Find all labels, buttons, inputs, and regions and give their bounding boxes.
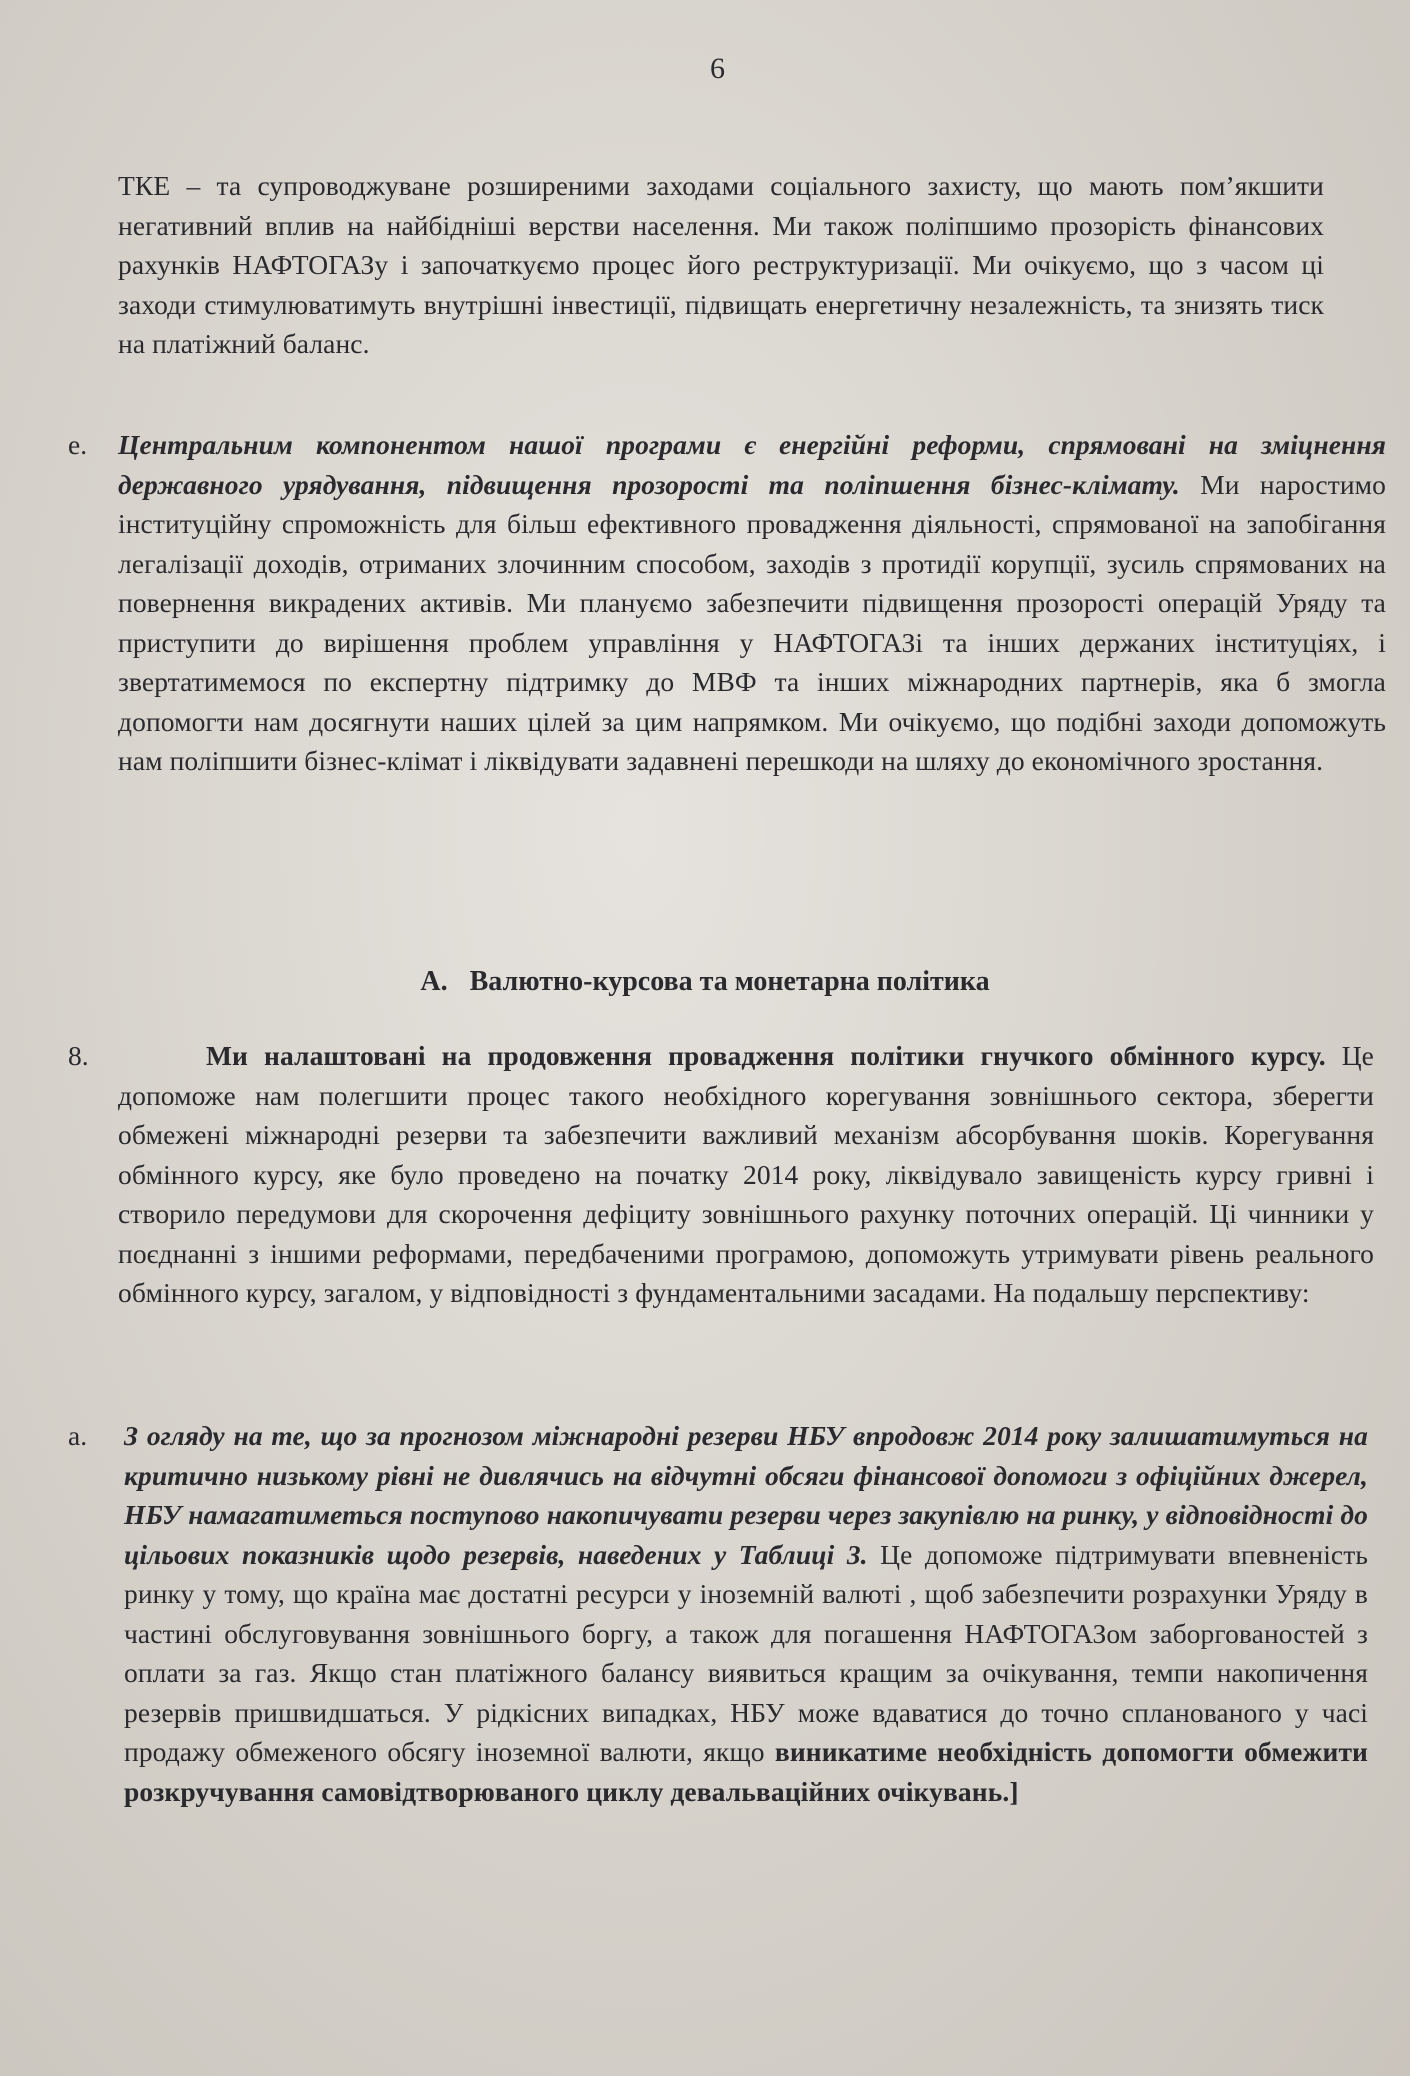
- paragraph-8-text: Це допоможе нам полегшити процес такого необхідного корегування зовнішнього сектора, зберегти обмежені міжнародні резерви та забезпечити важливий механізм абсорбування шоків. Корегування обмінного курсу, яке було проведено на початку 2014 року, ліквідувало завищеність курсу гривні і створило передумови для скорочення дефіциту зовнішнього рахунку поточних операцій. Ці чинники у поєднанні з іншими реформами, передбаченими програмою, допоможуть утримувати рівень реального обмінного курсу, загалом, у відповідності з фундаментальними засадами. На подальшу перспективу:: [118, 1040, 1374, 1308]
- paragraph-a-lead: З огляду на те, що за прогнозом міжнародні резерви НБУ впродовж 2014 року залишатимуться на критично низькому рівні не дивлячись на відчутні обсяги фінансової допомоги з офіційних джерел, НБУ намагатиметься поступово накопичувати резерви через закупівлю на ринку, у відповідності до цільових показників щодо резервів, наведених у Таблиці 3.: [124, 1420, 1368, 1570]
- paragraph-a-marker: а.: [68, 1420, 88, 1451]
- paragraph-e: [118, 425, 1386, 781]
- page-number: 6: [710, 52, 725, 85]
- paragraph-8-marker: 8.: [68, 1040, 89, 1071]
- paragraph-continuation-text: ТКЕ – та супроводжуване розширеними заходами соціального захисту, що мають пом’якшити негативний вплив на найбідніші верстви населення. Ми також поліпшимо прозорість фінансових рахунків НАФТОГАЗу і започаткуємо процес його реструктуризації. Ми очікуємо, що з часом ці заходи стимулюватимуть внутрішні інвестиції, підвищать енергетичну незалежність, та знизять тиск на платіжний баланс.: [118, 170, 1324, 359]
- paragraph-a: [124, 1416, 1368, 1811]
- paragraph-a-tail: виникатиме необхідність допомогти обмежити розкручування самовідтворюваного циклу девальваційних очікувань.]: [124, 1736, 1368, 1807]
- paragraph-e-text: Ми наростимо інституційну спроможність для більш ефективного провадження діяльності, спрямованої на запобігання легалізації доходів, отриманих злочинним способом, заходів з протидії корупції, зусиль спрямованих на повернення викрадених активів. Ми плануємо забезпечити підвищення прозорості операцій Уряду та приступити до вирішення проблем управління у НАФТОГАЗі та інших держаних інституціях, і звертатимемося по експертну підтримку до МВФ та інших міжнародних партнерів, яка б змогла допомогти нам досягнути наших цілей за цим напрямком. Ми очікуємо, що подібні заходи допоможуть нам поліпшити бізнес-клімат і ліквідувати задавнені перешкоди на шляху до економічного зростання.: [118, 468, 1387, 776]
- paragraph-e-marker: е.: [68, 429, 88, 460]
- section-heading-number: A.: [420, 966, 448, 997]
- paragraph-8: [118, 1036, 1374, 1313]
- paragraph-a-text: Це допоможе підтримувати впевненість ринку у тому, що країна має достатні ресурси у іноземній валюті , щоб забезпечити розрахунки Уряду в частині обслуговування зовнішнього боргу, а також для погашення НАФТОГАЗом заборгованостей з оплати за газ. Якщо стан платіжного балансу виявиться кращим за очікування, темпи накопичення резервів пришвидшаться. У рідкісних випадках, НБУ може вдаватися до точно спланованого у часі продажу обмеженого обсягу іноземної валюти, якщо: [124, 1538, 1368, 1767]
- section-heading: [0, 966, 1410, 998]
- section-heading-title: Валютно-курсова та монетарна політика: [469, 966, 990, 997]
- paragraph-e-lead: Центральним компонентом нашої програми є енергійні реформи, спрямовані на зміцнення державного урядування, підвищення прозорості та поліпшення бізнес-клімату.: [118, 429, 1386, 500]
- paragraph-continuation: [118, 166, 1324, 364]
- paragraph-8-lead: Ми налаштовані на продовження провадження політики гнучкого обмінного курсу.: [206, 1040, 1326, 1071]
